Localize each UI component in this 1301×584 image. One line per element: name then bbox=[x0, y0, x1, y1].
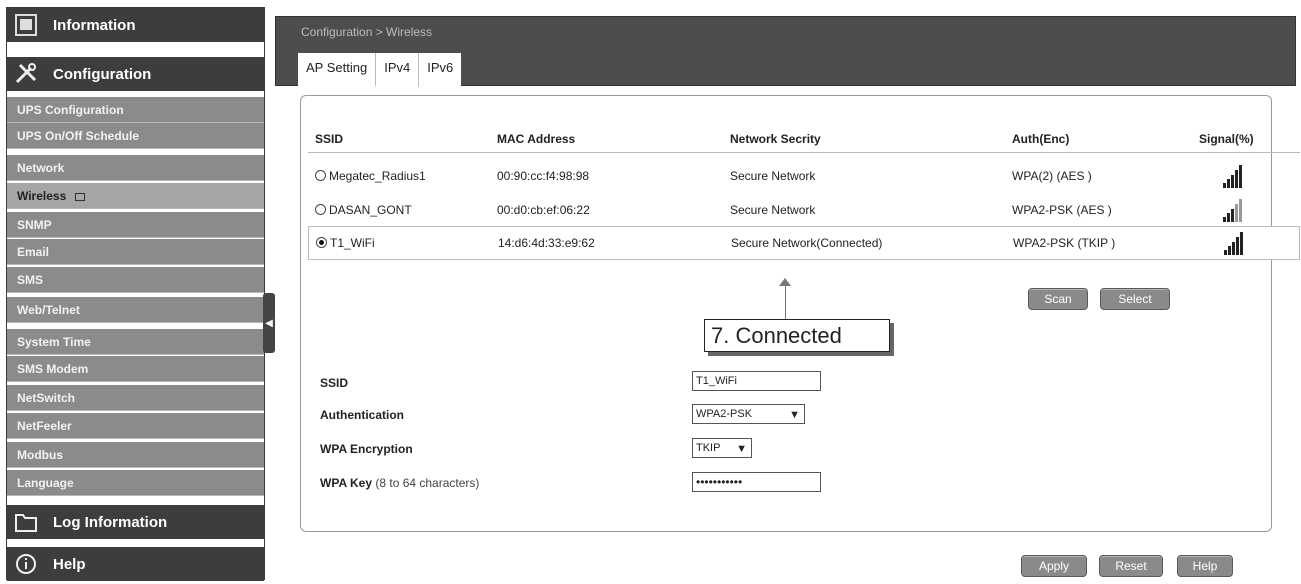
sidebar-item-information[interactable] bbox=[7, 8, 264, 42]
table-header bbox=[308, 125, 1300, 153]
tab-bar bbox=[298, 53, 461, 87]
tab-ipv4[interactable]: IPv4 bbox=[376, 53, 419, 87]
header-bar bbox=[275, 16, 1296, 86]
ssid-radio-selected[interactable] bbox=[316, 237, 327, 248]
sidebar-item-label: Information bbox=[53, 16, 136, 34]
info-icon bbox=[11, 549, 41, 579]
sidebar-item-language[interactable]: Language bbox=[7, 470, 264, 496]
sidebar-item-web-telnet[interactable]: Web/Telnet bbox=[7, 297, 264, 323]
sidebar-item-label: Log Information bbox=[53, 513, 168, 531]
sidebar-item-netswitch[interactable]: NetSwitch bbox=[7, 385, 264, 411]
sidebar-item-netfeeler[interactable]: NetFeeler bbox=[7, 413, 264, 439]
sidebar-item-label: Wireless bbox=[17, 189, 67, 203]
wpa-key-label bbox=[320, 476, 479, 490]
auth-cell: WPA2-PSK (TKIP ) bbox=[1013, 236, 1116, 250]
column-header-auth: Auth(Enc) bbox=[1012, 131, 1070, 146]
sidebar-item-system-time[interactable]: System Time bbox=[7, 329, 264, 355]
sidebar-item-wireless[interactable] bbox=[7, 183, 264, 209]
sidebar-item-network[interactable]: Network bbox=[7, 155, 264, 181]
tab-ap-setting[interactable]: AP Setting bbox=[298, 53, 376, 87]
mac-cell: 00:d0:cb:ef:06:22 bbox=[497, 203, 590, 217]
signal-bars-icon bbox=[1224, 231, 1243, 255]
sidebar-item-ups-schedule[interactable]: UPS On/Off Schedule bbox=[7, 123, 264, 149]
sidebar-item-modbus[interactable]: Modbus bbox=[7, 442, 264, 468]
wpa-key-label-text: WPA Key bbox=[320, 476, 373, 490]
column-header-mac: MAC Address bbox=[497, 131, 576, 146]
ssid-cell: T1_WiFi bbox=[330, 236, 375, 250]
table-row[interactable] bbox=[308, 193, 1300, 227]
network-cell: Secure Network(Connected) bbox=[731, 236, 883, 250]
mac-cell: 14:d6:4d:33:e9:62 bbox=[498, 236, 595, 250]
expand-icon bbox=[75, 193, 85, 201]
sidebar-item-label: Help bbox=[53, 555, 86, 573]
sidebar-item-snmp[interactable]: SNMP bbox=[7, 212, 264, 238]
sidebar-item-log-information[interactable] bbox=[7, 505, 264, 539]
ssid-radio[interactable] bbox=[315, 170, 326, 181]
select-button[interactable]: Select bbox=[1100, 288, 1170, 310]
authentication-select[interactable] bbox=[692, 404, 805, 424]
chevron-left-icon: ◀ bbox=[265, 317, 273, 329]
sidebar-item-label: Configuration bbox=[53, 65, 152, 83]
sidebar-item-configuration[interactable] bbox=[7, 57, 264, 91]
table-row[interactable] bbox=[308, 159, 1300, 193]
column-header-signal: Signal(%) bbox=[1199, 131, 1254, 146]
sidebar-item-sms[interactable]: SMS bbox=[7, 267, 264, 293]
wpa-encryption-label: WPA Encryption bbox=[320, 442, 413, 456]
table-row-selected[interactable] bbox=[308, 226, 1300, 260]
sidebar-item-sms-modem[interactable]: SMS Modem bbox=[7, 356, 264, 382]
ssid-cell: DASAN_GONT bbox=[329, 203, 412, 217]
wpa-encryption-select[interactable] bbox=[692, 438, 752, 458]
help-button[interactable]: Help bbox=[1177, 555, 1233, 577]
collapse-sidebar-handle[interactable] bbox=[263, 293, 275, 353]
sidebar-item-email[interactable]: Email bbox=[7, 239, 264, 265]
connected-callout: 7. Connected bbox=[704, 319, 890, 352]
sidebar-item-help[interactable] bbox=[7, 547, 264, 581]
sidebar bbox=[6, 7, 265, 580]
tab-ipv6[interactable]: IPv6 bbox=[419, 53, 461, 87]
network-cell: Secure Network bbox=[730, 203, 816, 217]
folder-icon bbox=[11, 507, 41, 537]
ssid-cell: Megatec_Radius1 bbox=[329, 169, 426, 183]
arrow-line bbox=[785, 283, 786, 319]
breadcrumb: Configuration > Wireless bbox=[301, 25, 433, 39]
apply-button[interactable]: Apply bbox=[1021, 555, 1087, 577]
signal-bars-icon bbox=[1223, 198, 1242, 222]
wpa-key-hint: (8 to 64 characters) bbox=[375, 476, 480, 490]
auth-cell: WPA2-PSK (AES ) bbox=[1012, 203, 1112, 217]
ssid-label: SSID bbox=[320, 376, 349, 390]
tools-icon bbox=[11, 59, 41, 89]
mac-cell: 00:90:cc:f4:98:98 bbox=[497, 169, 590, 183]
sidebar-item-ups-configuration[interactable]: UPS Configuration bbox=[7, 97, 264, 123]
chevron-down-icon: ▼ bbox=[736, 443, 747, 455]
scan-button[interactable]: Scan bbox=[1028, 288, 1088, 310]
ssid-radio[interactable] bbox=[315, 204, 326, 215]
chevron-down-icon: ▼ bbox=[789, 409, 800, 421]
wpa-key-field[interactable]: ••••••••••• bbox=[692, 472, 821, 492]
reset-button[interactable]: Reset bbox=[1099, 555, 1163, 577]
column-header-network: Network Secrity bbox=[730, 131, 821, 146]
authentication-label: Authentication bbox=[320, 408, 404, 422]
signal-bars-icon bbox=[1223, 164, 1242, 188]
authentication-value: WPA2-PSK bbox=[696, 408, 753, 420]
auth-cell: WPA(2) (AES ) bbox=[1012, 169, 1092, 183]
network-cell: Secure Network bbox=[730, 169, 816, 183]
wpa-encryption-value: TKIP bbox=[696, 442, 721, 454]
ssid-field[interactable]: T1_WiFi bbox=[692, 371, 821, 391]
column-header-ssid: SSID bbox=[315, 131, 344, 146]
monitor-icon bbox=[11, 10, 41, 40]
